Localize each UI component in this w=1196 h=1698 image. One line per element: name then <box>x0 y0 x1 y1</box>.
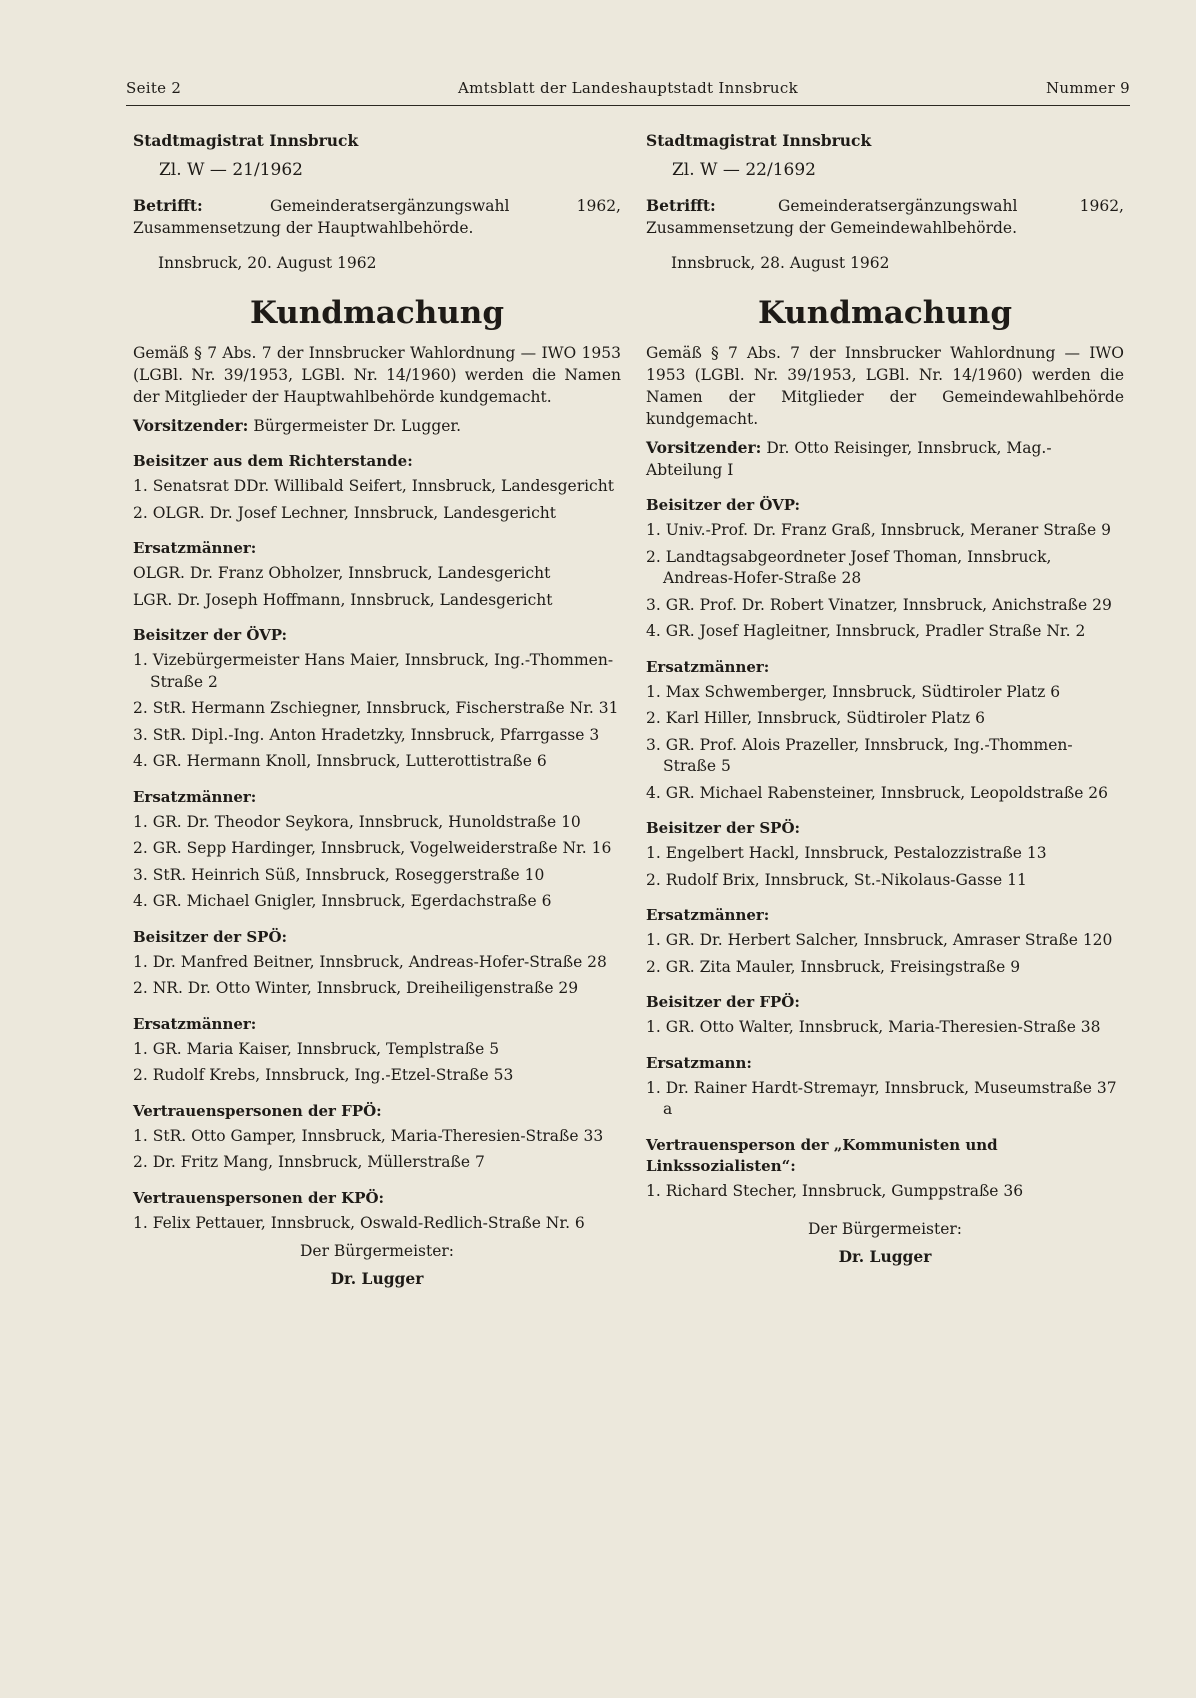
subject-text: Gemeinderatsergänzungswahl 1962, Zusammensetzung der Gemeindewahlbehörde. <box>646 197 1124 237</box>
subject-line <box>646 195 1124 239</box>
section-heading: Vertrauensperson der „Kommunisten und Linkssozialisten“: <box>646 1135 998 1175</box>
member-section <box>646 657 1124 805</box>
member-section <box>133 927 621 1000</box>
reference-number: Zl. W — 22/1692 <box>672 160 816 180</box>
member-entry: 1. Dr. Rainer Hardt-Stremayr, Innsbruck, Museumstraße 37 a <box>646 1078 1117 1118</box>
member-section <box>646 905 1124 978</box>
subject-text: Gemeinderatsergänzungswahl 1962, Zusammensetzung der Hauptwahlbehörde. <box>133 197 621 237</box>
notice-title: Kundmachung <box>757 295 1013 331</box>
section-heading: Ersatzmänner: <box>133 787 257 806</box>
member-entry: 1. Felix Pettauer, Innsbruck, Oswald-Redlich-Straße Nr. 6 <box>133 1213 585 1232</box>
member-entry: 2. Rudolf Brix, Innsbruck, St.-Nikolaus-Gasse 11 <box>646 870 1027 889</box>
member-entry: 2. GR. Sepp Hardinger, Innsbruck, Vogelweiderstraße Nr. 16 <box>133 839 612 857</box>
member-entry: 4. GR. Michael Gnigler, Innsbruck, Egerdachstraße 6 <box>133 892 552 910</box>
member-section <box>133 1188 621 1235</box>
member-entry: 1. Dr. Manfred Beitner, Innsbruck, Andreas-Hofer-Straße 28 <box>133 952 607 971</box>
member-entry: 3. StR. Heinrich Süß, Innsbruck, Roseggerstraße 10 <box>133 865 545 884</box>
issuing-office: Stadtmagistrat Innsbruck <box>646 131 872 150</box>
member-entry: 2. OLGR. Dr. Josef Lechner, Innsbruck, Landesgericht <box>133 503 556 522</box>
member-entry: 1. Max Schwemberger, Innsbruck, Südtiroler Platz 6 <box>646 682 1061 701</box>
issuing-office: Stadtmagistrat Innsbruck <box>133 131 359 150</box>
section-heading: Beisitzer der FPÖ: <box>646 993 800 1011</box>
chair-label: Vorsitzender: <box>133 416 249 435</box>
issue-date: Innsbruck, 28. August 1962 <box>671 254 890 272</box>
member-entry: 2. Dr. Fritz Mang, Innsbruck, Müllerstraße 7 <box>133 1153 485 1171</box>
member-entry: 1. Univ.-Prof. Dr. Franz Graß, Innsbruck, Meraner Straße 9 <box>646 521 1111 539</box>
chair-text: Bürgermeister Dr. Lugger. <box>248 417 462 435</box>
member-section <box>133 625 621 773</box>
member-entry: 3. GR. Prof. Alois Prazeller, Innsbruck, Ing.-Thommen-Straße 5 <box>646 735 1073 775</box>
member-entry: 1. GR. Otto Walter, Innsbruck, Maria-Theresien-Straße 38 <box>646 1018 1101 1036</box>
right-column <box>646 130 1124 1268</box>
intro-paragraph: Gemäß § 7 Abs. 7 der Innsbrucker Wahlordnung — IWO 1953 (LGBl. Nr. 39/1953, LGBl. Nr. 14/1960) werden die Namen der Mitglieder der Hauptwahlbehörde kundgemacht. <box>133 344 621 406</box>
section-heading: Beisitzer aus dem Richterstande: <box>133 452 413 470</box>
member-entry: 3. GR. Prof. Dr. Robert Vinatzer, Innsbruck, Anichstraße 29 <box>646 595 1112 614</box>
member-section <box>133 1014 621 1087</box>
section-heading: Beisitzer der ÖVP: <box>646 496 801 514</box>
member-section <box>646 992 1124 1039</box>
member-entry: 3. StR. Dipl.-Ing. Anton Hradetzky, Innsbruck, Pfarrgasse 3 <box>133 725 600 744</box>
member-section <box>646 818 1124 891</box>
chair-label: Vorsitzender: <box>646 438 762 457</box>
subject-label: Betrifft: <box>133 196 203 215</box>
section-heading: Vertrauenspersonen der FPÖ: <box>133 1101 382 1120</box>
section-heading: Ersatzmann: <box>646 1053 752 1072</box>
section-heading: Beisitzer der SPÖ: <box>133 927 288 946</box>
member-section <box>133 538 621 611</box>
member-section <box>133 1101 621 1174</box>
section-heading: Ersatzmänner: <box>646 657 770 676</box>
intro-paragraph: Gemäß § 7 Abs. 7 der Innsbrucker Wahlordnung — IWO 1953 (LGBl. Nr. 39/1953, LGBl. Nr. 14/1960) werden die Namen der Mitglieder der Gemeindewahlbehörde kundgemacht. <box>646 344 1124 428</box>
subject-line <box>133 195 621 239</box>
section-heading: Ersatzmänner: <box>133 1014 257 1033</box>
publication-title: Amtsblatt der Landeshauptstadt Innsbruck <box>458 79 798 97</box>
member-entry: 2. Karl Hiller, Innsbruck, Südtiroler Platz 6 <box>646 709 985 727</box>
section-heading: Vertrauenspersonen der KPÖ: <box>133 1188 385 1207</box>
member-entry: 4. GR. Josef Hagleitner, Innsbruck, Pradler Straße Nr. 2 <box>646 622 1086 640</box>
member-entry: 2. GR. Zita Mauler, Innsbruck, Freisingstraße 9 <box>646 957 1021 976</box>
section-heading: Ersatzmänner: <box>646 906 770 924</box>
chair-text: Dr. Otto Reisinger, Innsbruck, Mag.-Abteilung I <box>646 439 1052 479</box>
member-entry: 4. GR. Hermann Knoll, Innsbruck, Lutterottistraße 6 <box>133 752 547 770</box>
member-entry: 2. StR. Hermann Zschiegner, Innsbruck, Fischerstraße Nr. 31 <box>133 699 619 717</box>
member-entry: 2. Landtagsabgeordneter Josef Thoman, Innsbruck, Andreas-Hofer-Straße 28 <box>646 547 1052 587</box>
member-entry: 1. Vizebürgermeister Hans Maier, Innsbruck, Ing.-Thommen-Straße 2 <box>133 651 614 691</box>
signature-name: Dr. Lugger <box>838 1247 932 1266</box>
issue-date: Innsbruck, 20. August 1962 <box>158 254 377 272</box>
chair-line <box>133 415 621 437</box>
signature-name: Dr. Lugger <box>330 1269 424 1288</box>
member-section <box>646 1135 1124 1203</box>
reference-number: Zl. W — 21/1962 <box>159 160 303 180</box>
signature-role: Der Bürgermeister: <box>299 1242 455 1260</box>
member-entry: 1. StR. Otto Gamper, Innsbruck, Maria-Theresien-Straße 33 <box>133 1126 604 1145</box>
member-section <box>133 451 621 524</box>
member-entry: 1. GR. Dr. Herbert Salcher, Innsbruck, Amraser Straße 120 <box>646 931 1113 949</box>
section-heading: Beisitzer der ÖVP: <box>133 626 288 644</box>
section-heading: Beisitzer der SPÖ: <box>646 819 801 837</box>
issue-number: Nummer 9 <box>1046 79 1130 97</box>
member-section <box>646 1053 1124 1121</box>
page-header <box>126 79 1130 106</box>
member-entry: 1. GR. Maria Kaiser, Innsbruck, Templstraße 5 <box>133 1039 500 1058</box>
member-entry: 1. Senatsrat DDr. Willibald Seifert, Innsbruck, Landesgericht <box>133 477 614 495</box>
member-section <box>646 495 1124 643</box>
page-number: Seite 2 <box>126 79 182 97</box>
member-section <box>133 787 621 913</box>
subject-label: Betrifft: <box>646 196 716 215</box>
member-entry: LGR. Dr. Joseph Hoffmann, Innsbruck, Landesgericht <box>133 590 553 609</box>
section-heading: Ersatzmänner: <box>133 539 257 557</box>
signature-role: Der Bürgermeister: <box>807 1220 963 1238</box>
notice-title: Kundmachung <box>249 295 505 331</box>
left-column <box>133 130 621 1290</box>
member-entry: 4. GR. Michael Rabensteiner, Innsbruck, Leopoldstraße 26 <box>646 783 1109 802</box>
member-entry: 1. Richard Stecher, Innsbruck, Gumppstraße 36 <box>646 1181 1024 1200</box>
member-entry: 1. GR. Dr. Theodor Seykora, Innsbruck, Hunoldstraße 10 <box>133 812 581 831</box>
member-entry: 2. NR. Dr. Otto Winter, Innsbruck, Dreiheiligenstraße 29 <box>133 979 579 997</box>
member-entry: 2. Rudolf Krebs, Innsbruck, Ing.-Etzel-Straße 53 <box>133 1066 514 1084</box>
member-entry: OLGR. Dr. Franz Obholzer, Innsbruck, Landesgericht <box>133 564 551 582</box>
member-entry: 1. Engelbert Hackl, Innsbruck, Pestalozzistraße 13 <box>646 844 1047 862</box>
chair-line <box>646 437 1124 481</box>
